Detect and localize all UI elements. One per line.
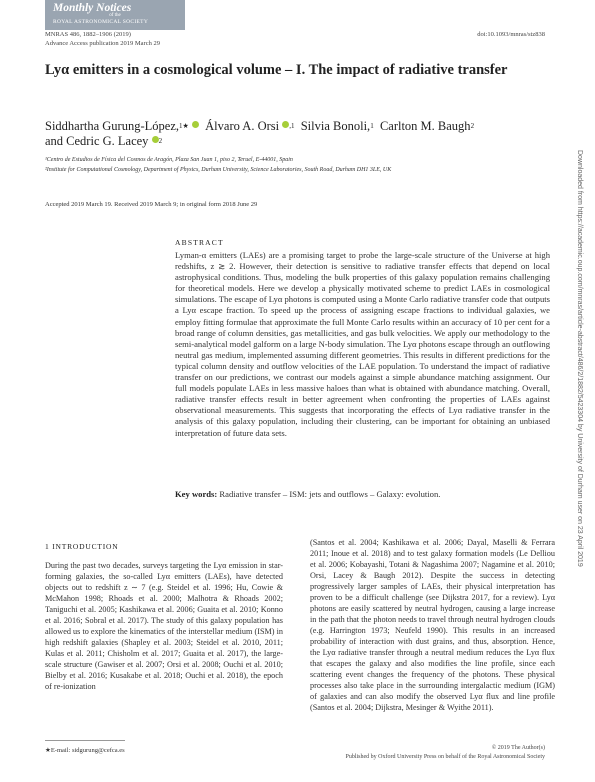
author-list (45, 119, 555, 149)
journal-logo-title: Monthly Notices (53, 2, 132, 14)
orcid-icon[interactable] (192, 121, 199, 128)
journal-logo-of: of the (109, 13, 121, 18)
doi-link[interactable]: doi:10.1093/mnras/stz838 (477, 31, 545, 38)
author-name[interactable]: and Cedric G. Lacey (45, 134, 149, 148)
author-name[interactable]: Silvia Bonoli, (300, 119, 371, 133)
journal-logo (45, 0, 185, 30)
author-affil-marker: 1★ (179, 122, 189, 130)
abstract-text: Lyman-α emitters (LAEs) are a promising target to probe the large-scale structure of the Universe at high redshifts, z ≳ 2. However, their detection is sensitive to radiative transfer effects that depend on local astrophysical conditions. Thus, modeling the bulk properties of this galaxy population remains challenging for theoretical models. Here we develop a physically motivated scheme to predict LAEs in cosmological simulations. The escape of Lyα photons is computed using a Monte Carlo radiative transfer code that outputs a Lyα escape fraction. To speed up the process of assigning escape fractions to individual galaxies, we employ fitting formulae that approximate the full Monte Carlo results within an accuracy of 10 per cent for a broad range of column densities, gas metallicities, and gas bulk velocities. We apply our methodology to the semi-analytical model galform on a large N-body simulation. The Lyα photons escape through an outflowing neutral gas medium, implemented assuming different geometries. This results in different predictions for the typical column density and outflow velocities of the LAE population. To understand the impact of radiative transfer on our predictions, we contrast our models against a simple abundance matching assignment. Our full models populate LAEs in less massive haloes than what is obtained with abundance matching. Overall, radiative transfer effects result in better agreement when confronting the properties of LAEs against observational measurements. This suggests that incorporating the effects of Lyα radiative transfer in the analysis of this galaxy population, including their clustering, can be important for obtaining an unbiased interpretation of future data sets. (175, 250, 550, 438)
footnote-email[interactable]: ★E-mail: sidgurung@cefca.es (45, 747, 125, 754)
intro-right-column: (Santos et al. 2004; Kashikawa et al. 2006; Dayal, Maselli & Ferrara 2011; Inoue et al. 2018) and to test galaxy formation models (Le Delliou et al. 2006; Kobayashi, Totani & Nagashima 2007; Nagamine et al. 2010; Orsi, Lacey & Baugh 2012). Despite the success in detecting progressively larger samples of LAEs, their physical interpretation has proven to be a difficult challenge (see Dijkstra 2017, for a review). Lyα photons are easily scattered by neutral hydrogen, causing a large increase in the path that the photon needs to travel through neutral hydrogen clouds (e.g. Harrington 1973; Neufeld 1990). This results in an increased probability of interaction with dust grains, and thus, absorption. Hence, the Lyα radiative transfer through a neutral medium reduces the Lyα flux that escapes the galaxy and also modifies the line profile, since each scattering event changes the frequency of the photons. These physical processes also take place in the surrounding intergalactic medium (IGM) of galaxies and can also modify the observed Lyα flux and line profile (Santos et al. 2004; Dijkstra, Mesinger & Wyithe 2011). (310, 538, 555, 712)
keywords (175, 489, 550, 499)
author-name[interactable]: Álvaro A. Orsi (205, 119, 280, 133)
footnote-divider (45, 740, 125, 741)
accepted-dates: Accepted 2019 March 19. Received 2019 March 9; in original form 2018 June 29 (45, 201, 258, 208)
section-heading: 1 INTRODUCTION (45, 542, 119, 551)
article-title: Lyα emitters in a cosmological volume – I. The impact of radiative transfer (45, 62, 508, 78)
download-note[interactable]: Downloaded from https://academic.oup.com/mnras/article-abstract/486/2/1882/5423304 by University of Durham user on 23 April 2019 (576, 150, 583, 567)
intro-left-column: During the past two decades, surveys targeting the Lyα emission in star-forming galaxies, the so-called Lyα emitters (LAEs), have detected objects out to redshift z ∼ 7 (e.g. Steidel et al. 1996; Hu, Cowie & McMahon 1998; Rhoads et al. 2000; Malhotra & Rhoads 2002; Taniguchi et al. 2005; Kashikawa et al. 2006; Guaita et al. 2010; Konno et al. 2016; Sobral et al. 2017). The study of this galaxy population has allowed us to explore the kinematics of the interstellar medium (ISM) in high redshift galaxies (Shapley et al. 2003; Steidel et al. 2010, 2011; Kulas et al. 2011; Chisholm et al. 2017; Guaita et al. 2017), the large-scale structure (Gawiser et al. 2007; Orsi et al. 2008; Ouchi et al. 2010; Bielby et al. 2016; Kusakabe et al. 2018; Ouchi et al. 2018), the epoch of re-ionization (45, 561, 283, 691)
advance-access: Advance Access publication 2019 March 29 (45, 40, 160, 47)
author-name[interactable]: Carlton M. Baugh (379, 119, 471, 133)
affiliation-1: ¹Centro de Estudios de Física del Cosmos de Aragón, Plaza San Juan 1, piso 2, Teruel, E-44001, Spain (45, 157, 293, 163)
keywords-list: Radiative transfer – ISM: jets and outflows – Galaxy: evolution. (219, 489, 441, 499)
affiliation-2: ²Institute for Computational Cosmology, Department of Physics, Durham University, Science Laboratories, South Road, Durham DH1 3LE, UK (45, 167, 392, 173)
author-affil-marker: ,1 (289, 122, 295, 130)
journal-logo-society: ROYAL ASTRONOMICAL SOCIETY (53, 19, 149, 25)
author-affil-marker: 2 (158, 137, 163, 145)
publisher-line: Published by Oxford University Press on behalf of the Royal Astronomical Society (345, 754, 545, 760)
orcid-icon[interactable] (152, 136, 159, 143)
author-affil-marker: 2 (470, 122, 475, 130)
download-sidebar (573, 150, 585, 770)
abstract-heading: ABSTRACT (175, 238, 224, 247)
copyright: © 2019 The Author(s) (491, 745, 545, 751)
keywords-label: Key words: (175, 489, 218, 499)
journal-citation: MNRAS 486, 1882–1906 (2019) (45, 31, 131, 38)
author-affil-marker: 1 (370, 122, 374, 130)
author-name[interactable]: Siddhartha Gurung-López, (45, 119, 179, 133)
